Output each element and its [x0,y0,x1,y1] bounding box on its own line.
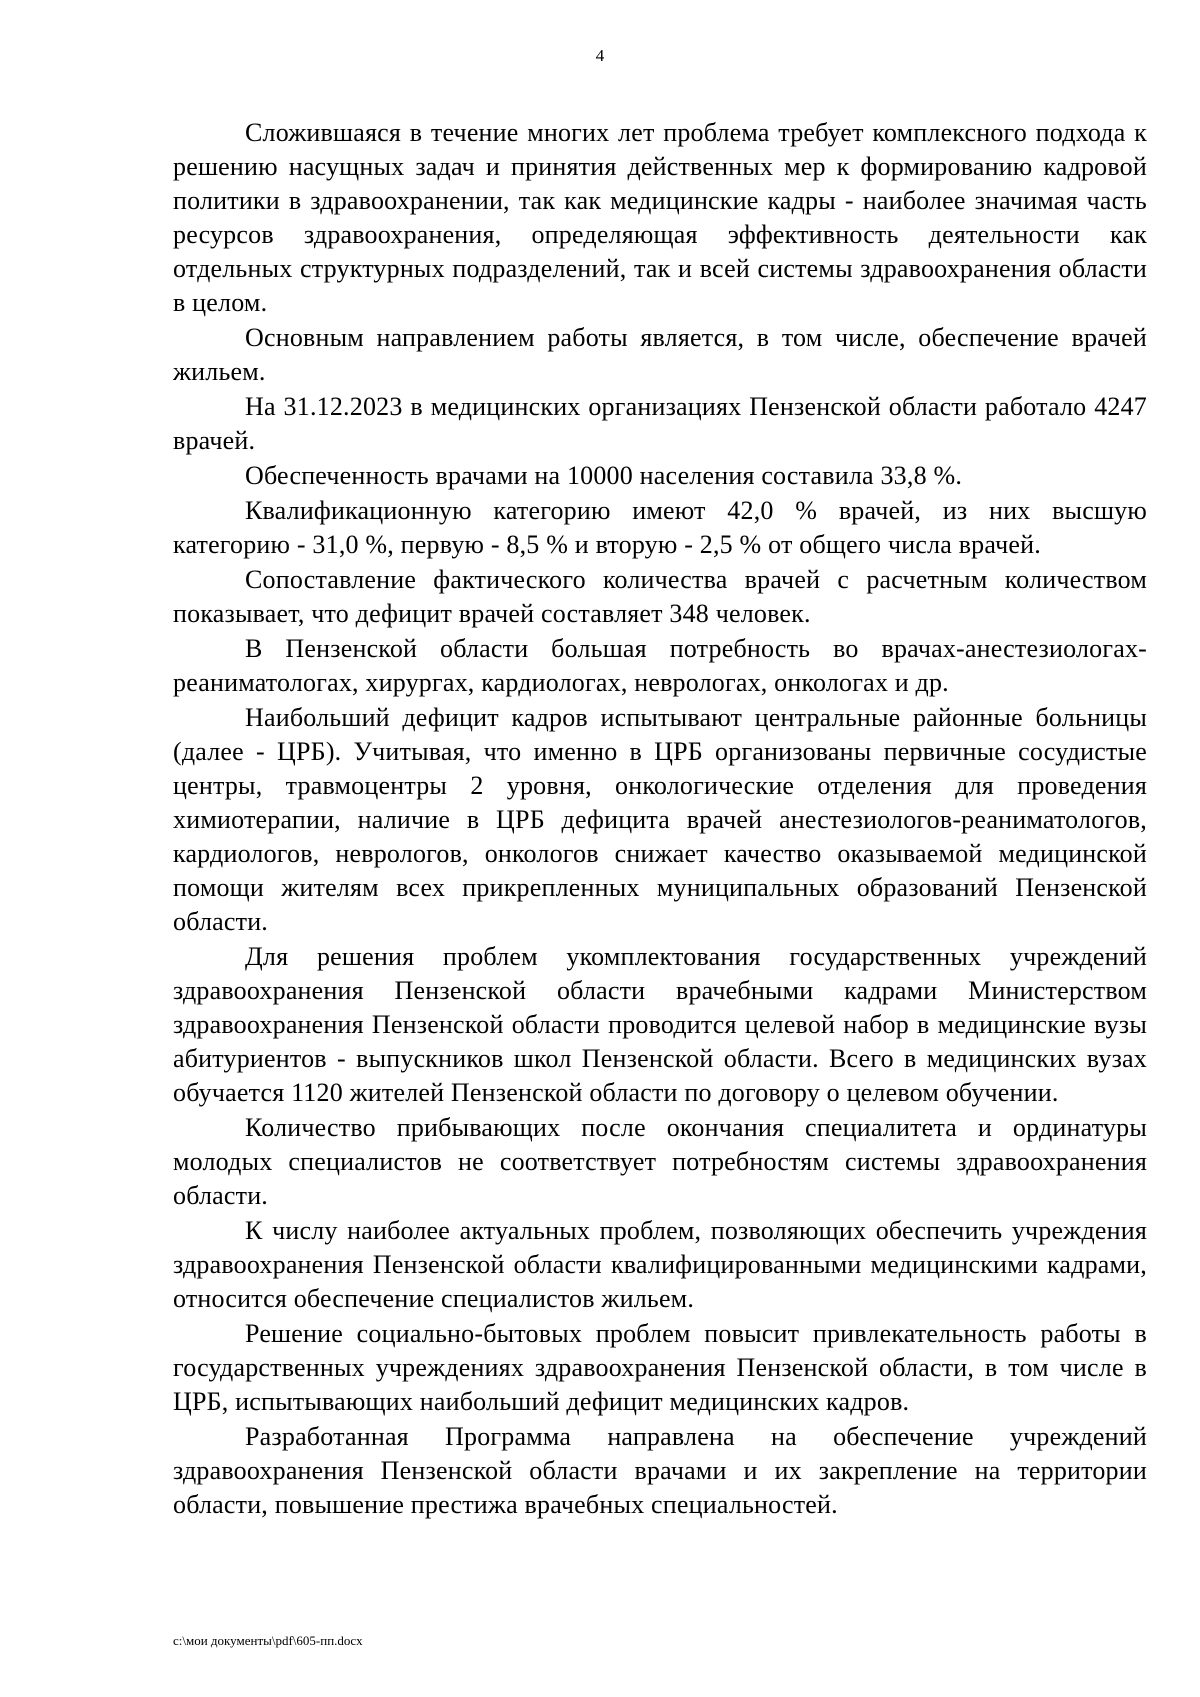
footer-file-path: c:\мои документы\pdf\605-пп.docx [173,1633,363,1648]
paragraph: Сложившаяся в течение многих лет проблема требует комплексного подхода к решению насущных задач и принятия действенных мер к формированию кадровой политики в здравоохранении, так как медицинские кадры - наиболее значимая часть ресурсов здравоохранения, определяющая эффективность деятельности как отдельных структурных подразделений, так и всей системы здравоохранения области в целом. [173,118,1147,317]
paragraph: На 31.12.2023 в медицинских организациях Пензенской области работало 4247 врачей. [173,392,1147,455]
page-number: 4 [595,46,605,65]
document-body [173,116,1147,1523]
paragraph: Основным направлением работы является, в том числе, обеспечение врачей жильем. [173,323,1147,386]
paragraph: В Пензенской области большая потребность во врачах-анестезиологах-реаниматологах, хирургах, кардиологах, неврологах, онкологах и др. [173,634,1147,697]
paragraph: К числу наиболее актуальных проблем, позволяющих обеспечить учреждения здравоохранения Пензенской области квалифицированными медицинскими кадрами, относится обеспечение специалистов жильем. [173,1216,1147,1313]
paragraph: Квалификационную категорию имеют 42,0 % врачей, из них высшую категорию - 31,0 %, первую - 8,5 % и вторую - 2,5 % от общего числа врачей. [173,496,1147,559]
paragraph: Сопоставление фактического количества врачей с расчетным количеством показывает, что дефицит врачей составляет 348 человек. [173,565,1147,628]
paragraph: Наибольший дефицит кадров испытывают центральные районные больницы (далее - ЦРБ). Учитывая, что именно в ЦРБ организованы первичные сосудистые центры, травмоцентры 2 уровня, онкологические отделения для проведения химиотерапии, наличие в ЦРБ дефицита врачей анестезиологов-реаниматологов, кардиологов, неврологов, онкологов снижает качество оказываемой медицинской помощи жителям всех прикрепленных муниципальных образований Пензенской области. [173,703,1147,936]
paragraph: Для решения проблем укомплектования государственных учреждений здравоохранения Пензенской области врачебными кадрами Министерством здравоохранения Пензенской области проводится целевой набор в медицинские вузы абитуриентов - выпускников школ Пензенской области. Всего в медицинских вузах обучается 1120 жителей Пензенской области по договору о целевом обучении. [173,942,1147,1107]
paragraph: Разработанная Программа направлена на обеспечение учреждений здравоохранения Пензенской области врачами и их закрепление на территории области, повышение престижа врачебных специальностей. [173,1422,1147,1519]
paragraph: Обеспеченность врачами на 10000 населения составила 33,8 %. [245,461,963,490]
paragraph: Количество прибывающих после окончания специалитета и ординатуры молодых специалистов не соответствует потребностям системы здравоохранения области. [173,1113,1147,1210]
paragraph: Решение социально-бытовых проблем повысит привлекательность работы в государственных учреждениях здравоохранения Пензенской области, в том числе в ЦРБ, испытывающих наибольший дефицит медицинских кадров. [173,1319,1147,1416]
